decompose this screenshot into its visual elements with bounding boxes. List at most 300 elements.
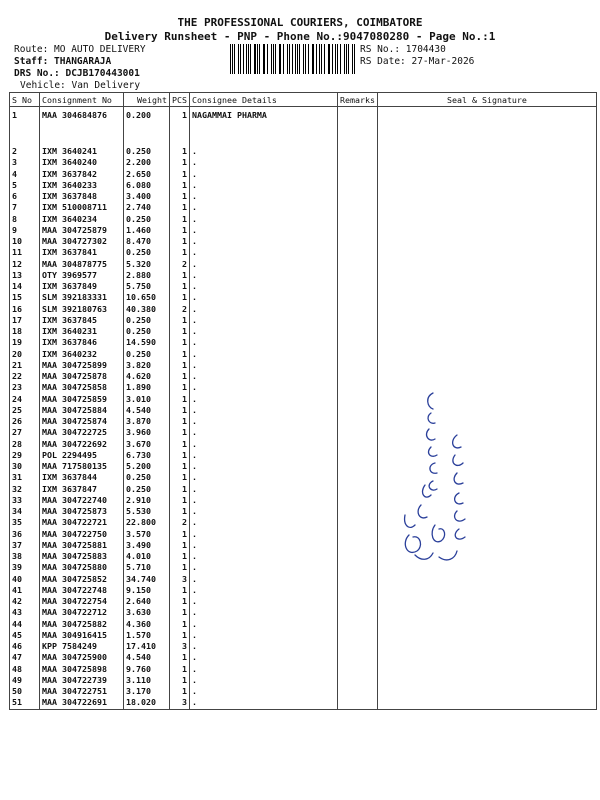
row-pcs: 1 [170, 596, 190, 607]
row-signature [377, 574, 596, 585]
table-row [10, 315, 597, 326]
row-remarks [338, 686, 378, 697]
row-pcs: 1 [170, 551, 190, 562]
table-row [10, 506, 597, 517]
row-weight: 1.890 [124, 382, 170, 393]
col-header-sno: S No [10, 93, 40, 107]
table-row [10, 529, 597, 540]
row-consignee: . [190, 360, 338, 371]
row-sno: 46 [10, 641, 40, 652]
table-row [10, 394, 597, 405]
row-consignment: MAA 304684876 [40, 107, 124, 147]
row-remarks [338, 382, 378, 393]
row-weight: 4.540 [124, 652, 170, 663]
row-remarks [338, 371, 378, 382]
col-header-signature: Seal & Signature [377, 93, 596, 107]
row-weight: 22.800 [124, 517, 170, 528]
row-pcs: 1 [170, 675, 190, 686]
row-consignment: MAA 304722712 [40, 607, 124, 618]
row-remarks [338, 349, 378, 360]
row-pcs: 1 [170, 292, 190, 303]
row-sno: 4 [10, 169, 40, 180]
row-consignee: . [190, 405, 338, 416]
row-sno: 5 [10, 180, 40, 191]
row-consignment: MAA 304722754 [40, 596, 124, 607]
col-header-remarks: Remarks [338, 93, 378, 107]
barcode-bar [348, 44, 349, 74]
table-row [10, 292, 597, 303]
row-remarks [338, 270, 378, 281]
table-row [10, 484, 597, 495]
row-consignee: . [190, 259, 338, 270]
row-remarks [338, 664, 378, 675]
row-weight: 10.650 [124, 292, 170, 303]
row-consignment: MAA 304722692 [40, 439, 124, 450]
row-remarks [338, 225, 378, 236]
row-remarks [338, 472, 378, 483]
row-pcs: 3 [170, 574, 190, 585]
row-weight: 2.910 [124, 495, 170, 506]
table-row [10, 664, 597, 675]
row-consignee: . [190, 585, 338, 596]
row-sno: 49 [10, 675, 40, 686]
row-pcs: 1 [170, 146, 190, 157]
row-sno: 27 [10, 427, 40, 438]
row-remarks [338, 337, 378, 348]
row-weight: 3.400 [124, 191, 170, 202]
row-weight: 3.490 [124, 540, 170, 551]
row-remarks [338, 292, 378, 303]
row-weight: 3.870 [124, 416, 170, 427]
row-weight: 0.250 [124, 315, 170, 326]
row-remarks [338, 180, 378, 191]
row-consignment: IXM 3637847 [40, 484, 124, 495]
row-weight: 6.080 [124, 180, 170, 191]
row-consignee: . [190, 529, 338, 540]
row-sno: 3 [10, 157, 40, 168]
row-remarks [338, 214, 378, 225]
table-row [10, 416, 597, 427]
table-body [10, 107, 597, 710]
row-weight: 0.250 [124, 349, 170, 360]
row-consignment: IXM 3637842 [40, 169, 124, 180]
row-consignment: MAA 304725898 [40, 664, 124, 675]
row-consignment: OTY 3969577 [40, 270, 124, 281]
row-remarks [338, 315, 378, 326]
table-row [10, 360, 597, 371]
row-consignee: . [190, 675, 338, 686]
barcode-bar [340, 44, 341, 74]
vehicle-label: Vehicle: Van Delivery [20, 80, 141, 91]
row-sno: 32 [10, 484, 40, 495]
row-pcs: 1 [170, 427, 190, 438]
row-consignment: KPP 7584249 [40, 641, 124, 652]
row-sno: 37 [10, 540, 40, 551]
table-row [10, 157, 597, 168]
row-remarks [338, 191, 378, 202]
row-consignee: . [190, 225, 338, 236]
row-sno: 51 [10, 697, 40, 709]
row-sno: 28 [10, 439, 40, 450]
col-header-consignment: Consignment No [40, 93, 124, 107]
row-pcs: 1 [170, 686, 190, 697]
row-pcs: 1 [170, 382, 190, 393]
row-pcs: 3 [170, 697, 190, 709]
row-remarks [338, 551, 378, 562]
row-consignee: . [190, 495, 338, 506]
row-pcs: 1 [170, 371, 190, 382]
row-remarks [338, 630, 378, 641]
row-weight: 5.320 [124, 259, 170, 270]
row-pcs: 1 [170, 202, 190, 213]
row-consignment: MAA 304725873 [40, 506, 124, 517]
row-weight: 2.880 [124, 270, 170, 281]
row-weight: 3.630 [124, 607, 170, 618]
row-consignee: . [190, 304, 338, 315]
row-weight: 3.960 [124, 427, 170, 438]
table-row [10, 686, 597, 697]
row-weight: 3.170 [124, 686, 170, 697]
row-remarks [338, 439, 378, 450]
row-signature [377, 596, 596, 607]
row-pcs: 1 [170, 157, 190, 168]
runsheet-title: THE PROFESSIONAL COURIERS, COIMBATORE [177, 16, 423, 29]
row-consignment: IXM 3637845 [40, 315, 124, 326]
row-remarks [338, 450, 378, 461]
row-remarks [338, 202, 378, 213]
table-row [10, 472, 597, 483]
row-consignee: . [190, 202, 338, 213]
row-pcs: 1 [170, 630, 190, 641]
table-row [10, 562, 597, 573]
row-consignment: IXM 3637849 [40, 281, 124, 292]
table-row [10, 461, 597, 472]
row-weight: 5.750 [124, 281, 170, 292]
row-remarks [338, 107, 378, 147]
row-consignment: MAA 304725884 [40, 405, 124, 416]
row-weight: 2.200 [124, 157, 170, 168]
row-pcs: 1 [170, 585, 190, 596]
table-row [10, 439, 597, 450]
table-row [10, 697, 597, 709]
row-consignee: . [190, 270, 338, 281]
barcode-bar [254, 44, 255, 74]
row-weight: 4.540 [124, 405, 170, 416]
row-weight: 0.200 [124, 107, 170, 147]
row-pcs: 2 [170, 517, 190, 528]
row-consignment: MAA 304725858 [40, 382, 124, 393]
row-sno: 19 [10, 337, 40, 348]
row-signature [377, 225, 596, 236]
row-signature [377, 675, 596, 686]
row-pcs: 1 [170, 540, 190, 551]
row-sno: 9 [10, 225, 40, 236]
row-signature [377, 157, 596, 168]
row-consignment: MAA 304722751 [40, 686, 124, 697]
table-row [10, 607, 597, 618]
rs-number: RS No.: 1704430 [360, 44, 446, 55]
row-pcs: 1 [170, 562, 190, 573]
row-consignee: . [190, 664, 338, 675]
row-consignee: . [190, 641, 338, 652]
row-weight: 0.250 [124, 326, 170, 337]
row-consignment: IXM 3640231 [40, 326, 124, 337]
row-sno: 13 [10, 270, 40, 281]
row-weight: 6.730 [124, 450, 170, 461]
row-signature [377, 304, 596, 315]
barcode [230, 44, 356, 74]
row-remarks [338, 495, 378, 506]
row-remarks [338, 416, 378, 427]
row-consignment: IXM 3640233 [40, 180, 124, 191]
row-weight: 1.570 [124, 630, 170, 641]
row-sno: 26 [10, 416, 40, 427]
row-remarks [338, 427, 378, 438]
row-signature [377, 337, 596, 348]
row-remarks [338, 529, 378, 540]
row-sno: 15 [10, 292, 40, 303]
row-pcs: 1 [170, 326, 190, 337]
barcode-bar [287, 44, 288, 74]
row-pcs: 1 [170, 191, 190, 202]
row-remarks [338, 360, 378, 371]
row-pcs: 1 [170, 506, 190, 517]
table-header-row [10, 93, 597, 107]
barcode-bar [263, 44, 264, 74]
table-row [10, 225, 597, 236]
row-consignment: MAA 304725879 [40, 225, 124, 236]
row-weight: 4.360 [124, 619, 170, 630]
row-signature [377, 180, 596, 191]
row-consignment: MAA 304725882 [40, 619, 124, 630]
table-row [10, 337, 597, 348]
row-signature [377, 270, 596, 281]
row-remarks [338, 506, 378, 517]
table-row [10, 596, 597, 607]
row-consignment: MAA 304725878 [40, 371, 124, 382]
table-row [10, 574, 597, 585]
barcode-bar [230, 44, 231, 74]
row-weight: 18.020 [124, 697, 170, 709]
row-pcs: 3 [170, 641, 190, 652]
runsheet-table [9, 92, 597, 710]
row-sno: 38 [10, 551, 40, 562]
row-consignee: . [190, 157, 338, 168]
row-sno: 39 [10, 562, 40, 573]
row-consignment: IXM 3640234 [40, 214, 124, 225]
row-sno: 1 [10, 107, 40, 147]
barcode-bar [321, 44, 322, 74]
row-weight: 3.570 [124, 529, 170, 540]
row-sno: 35 [10, 517, 40, 528]
row-consignment: MAA 304725874 [40, 416, 124, 427]
row-signature [377, 664, 596, 675]
table-row [10, 281, 597, 292]
table-row [10, 214, 597, 225]
row-consignee: . [190, 574, 338, 585]
row-weight: 3.670 [124, 439, 170, 450]
row-weight: 2.650 [124, 169, 170, 180]
row-consignee: . [190, 697, 338, 709]
row-consignee: . [190, 382, 338, 393]
row-pcs: 1 [170, 394, 190, 405]
table-row [10, 405, 597, 416]
table-row [10, 517, 597, 528]
row-remarks [338, 461, 378, 472]
row-remarks [338, 596, 378, 607]
row-pcs: 1 [170, 315, 190, 326]
row-consignment: MAA 304722691 [40, 697, 124, 709]
row-sno: 10 [10, 236, 40, 247]
row-remarks [338, 697, 378, 709]
row-sno: 20 [10, 349, 40, 360]
row-sno: 22 [10, 371, 40, 382]
table-row [10, 236, 597, 247]
row-signature [377, 360, 596, 371]
table-row [10, 630, 597, 641]
row-weight: 5.530 [124, 506, 170, 517]
row-remarks [338, 146, 378, 157]
table-row [10, 180, 597, 191]
row-consignee: . [190, 146, 338, 157]
row-remarks [338, 157, 378, 168]
row-consignment: MAA 304722725 [40, 427, 124, 438]
row-consignee: NAGAMMAI PHARMA [190, 107, 338, 147]
row-weight: 17.410 [124, 641, 170, 652]
row-remarks [338, 540, 378, 551]
row-consignment: IXM 3637844 [40, 472, 124, 483]
row-consignee: . [190, 450, 338, 461]
row-consignment: MAA 304725880 [40, 562, 124, 573]
row-pcs: 1 [170, 450, 190, 461]
rs-date: RS Date: 27-Mar-2026 [360, 56, 475, 67]
row-pcs: 1 [170, 281, 190, 292]
row-consignee: . [190, 191, 338, 202]
table-row [10, 326, 597, 337]
row-consignment: MAA 717580135 [40, 461, 124, 472]
row-pcs: 1 [170, 214, 190, 225]
row-pcs: 1 [170, 439, 190, 450]
row-pcs: 1 [170, 472, 190, 483]
row-signature [377, 607, 596, 618]
row-consignment: MAA 304725883 [40, 551, 124, 562]
row-sno: 41 [10, 585, 40, 596]
row-pcs: 1 [170, 225, 190, 236]
row-signature [377, 247, 596, 258]
row-remarks [338, 585, 378, 596]
row-signature [377, 191, 596, 202]
row-consignee: . [190, 326, 338, 337]
row-weight: 5.200 [124, 461, 170, 472]
row-consignee: . [190, 562, 338, 573]
row-pcs: 2 [170, 259, 190, 270]
row-sno: 23 [10, 382, 40, 393]
row-pcs: 1 [170, 236, 190, 247]
row-remarks [338, 484, 378, 495]
row-sno: 16 [10, 304, 40, 315]
drs-label: DRS No.: DCJB170443001 [14, 68, 140, 79]
row-remarks [338, 574, 378, 585]
row-consignee: . [190, 439, 338, 450]
table-row [10, 427, 597, 438]
row-consignee: . [190, 472, 338, 483]
row-sno: 8 [10, 214, 40, 225]
row-consignment: MAA 304725859 [40, 394, 124, 405]
row-consignment: MAA 304725900 [40, 652, 124, 663]
row-remarks [338, 562, 378, 573]
table-row [10, 641, 597, 652]
row-consignment: MAA 304916415 [40, 630, 124, 641]
row-signature [377, 686, 596, 697]
row-consignment: SLM 392183331 [40, 292, 124, 303]
table-row [10, 259, 597, 270]
row-consignment: MAA 304725881 [40, 540, 124, 551]
row-sno: 24 [10, 394, 40, 405]
row-remarks [338, 326, 378, 337]
row-weight: 3.820 [124, 360, 170, 371]
row-remarks [338, 281, 378, 292]
row-sno: 31 [10, 472, 40, 483]
row-consignee: . [190, 596, 338, 607]
row-pcs: 1 [170, 349, 190, 360]
row-weight: 9.760 [124, 664, 170, 675]
row-consignee: . [190, 236, 338, 247]
row-sno: 18 [10, 326, 40, 337]
row-signature [377, 292, 596, 303]
route-label: Route: MO AUTO DELIVERY [14, 44, 146, 55]
row-pcs: 1 [170, 247, 190, 258]
row-sno: 45 [10, 630, 40, 641]
row-consignment: MAA 304725852 [40, 574, 124, 585]
row-signature [377, 619, 596, 630]
row-consignee: . [190, 506, 338, 517]
row-weight: 2.740 [124, 202, 170, 213]
row-consignment: IXM 3640240 [40, 157, 124, 168]
row-pcs: 1 [170, 270, 190, 281]
row-remarks [338, 607, 378, 618]
barcode-bar [328, 44, 329, 74]
row-weight: 0.250 [124, 214, 170, 225]
row-weight: 4.010 [124, 551, 170, 562]
row-consignment: MAA 304722740 [40, 495, 124, 506]
row-remarks [338, 247, 378, 258]
handwritten-signature [395, 385, 490, 575]
row-weight: 14.590 [124, 337, 170, 348]
row-consignee: . [190, 686, 338, 697]
barcode-bar [283, 44, 284, 74]
row-consignee: . [190, 394, 338, 405]
row-remarks [338, 619, 378, 630]
row-signature [377, 107, 596, 147]
row-signature [377, 349, 596, 360]
row-consignee: . [190, 292, 338, 303]
table-row [10, 585, 597, 596]
row-sno: 25 [10, 405, 40, 416]
row-remarks [338, 236, 378, 247]
row-sno: 29 [10, 450, 40, 461]
table-row [10, 247, 597, 258]
row-remarks [338, 304, 378, 315]
row-pcs: 1 [170, 619, 190, 630]
row-remarks [338, 169, 378, 180]
row-sno: 17 [10, 315, 40, 326]
table-row [10, 450, 597, 461]
row-weight: 3.010 [124, 394, 170, 405]
row-pcs: 1 [170, 405, 190, 416]
row-pcs: 1 [170, 360, 190, 371]
row-consignment: IXM 3640241 [40, 146, 124, 157]
barcode-bar [303, 44, 304, 74]
